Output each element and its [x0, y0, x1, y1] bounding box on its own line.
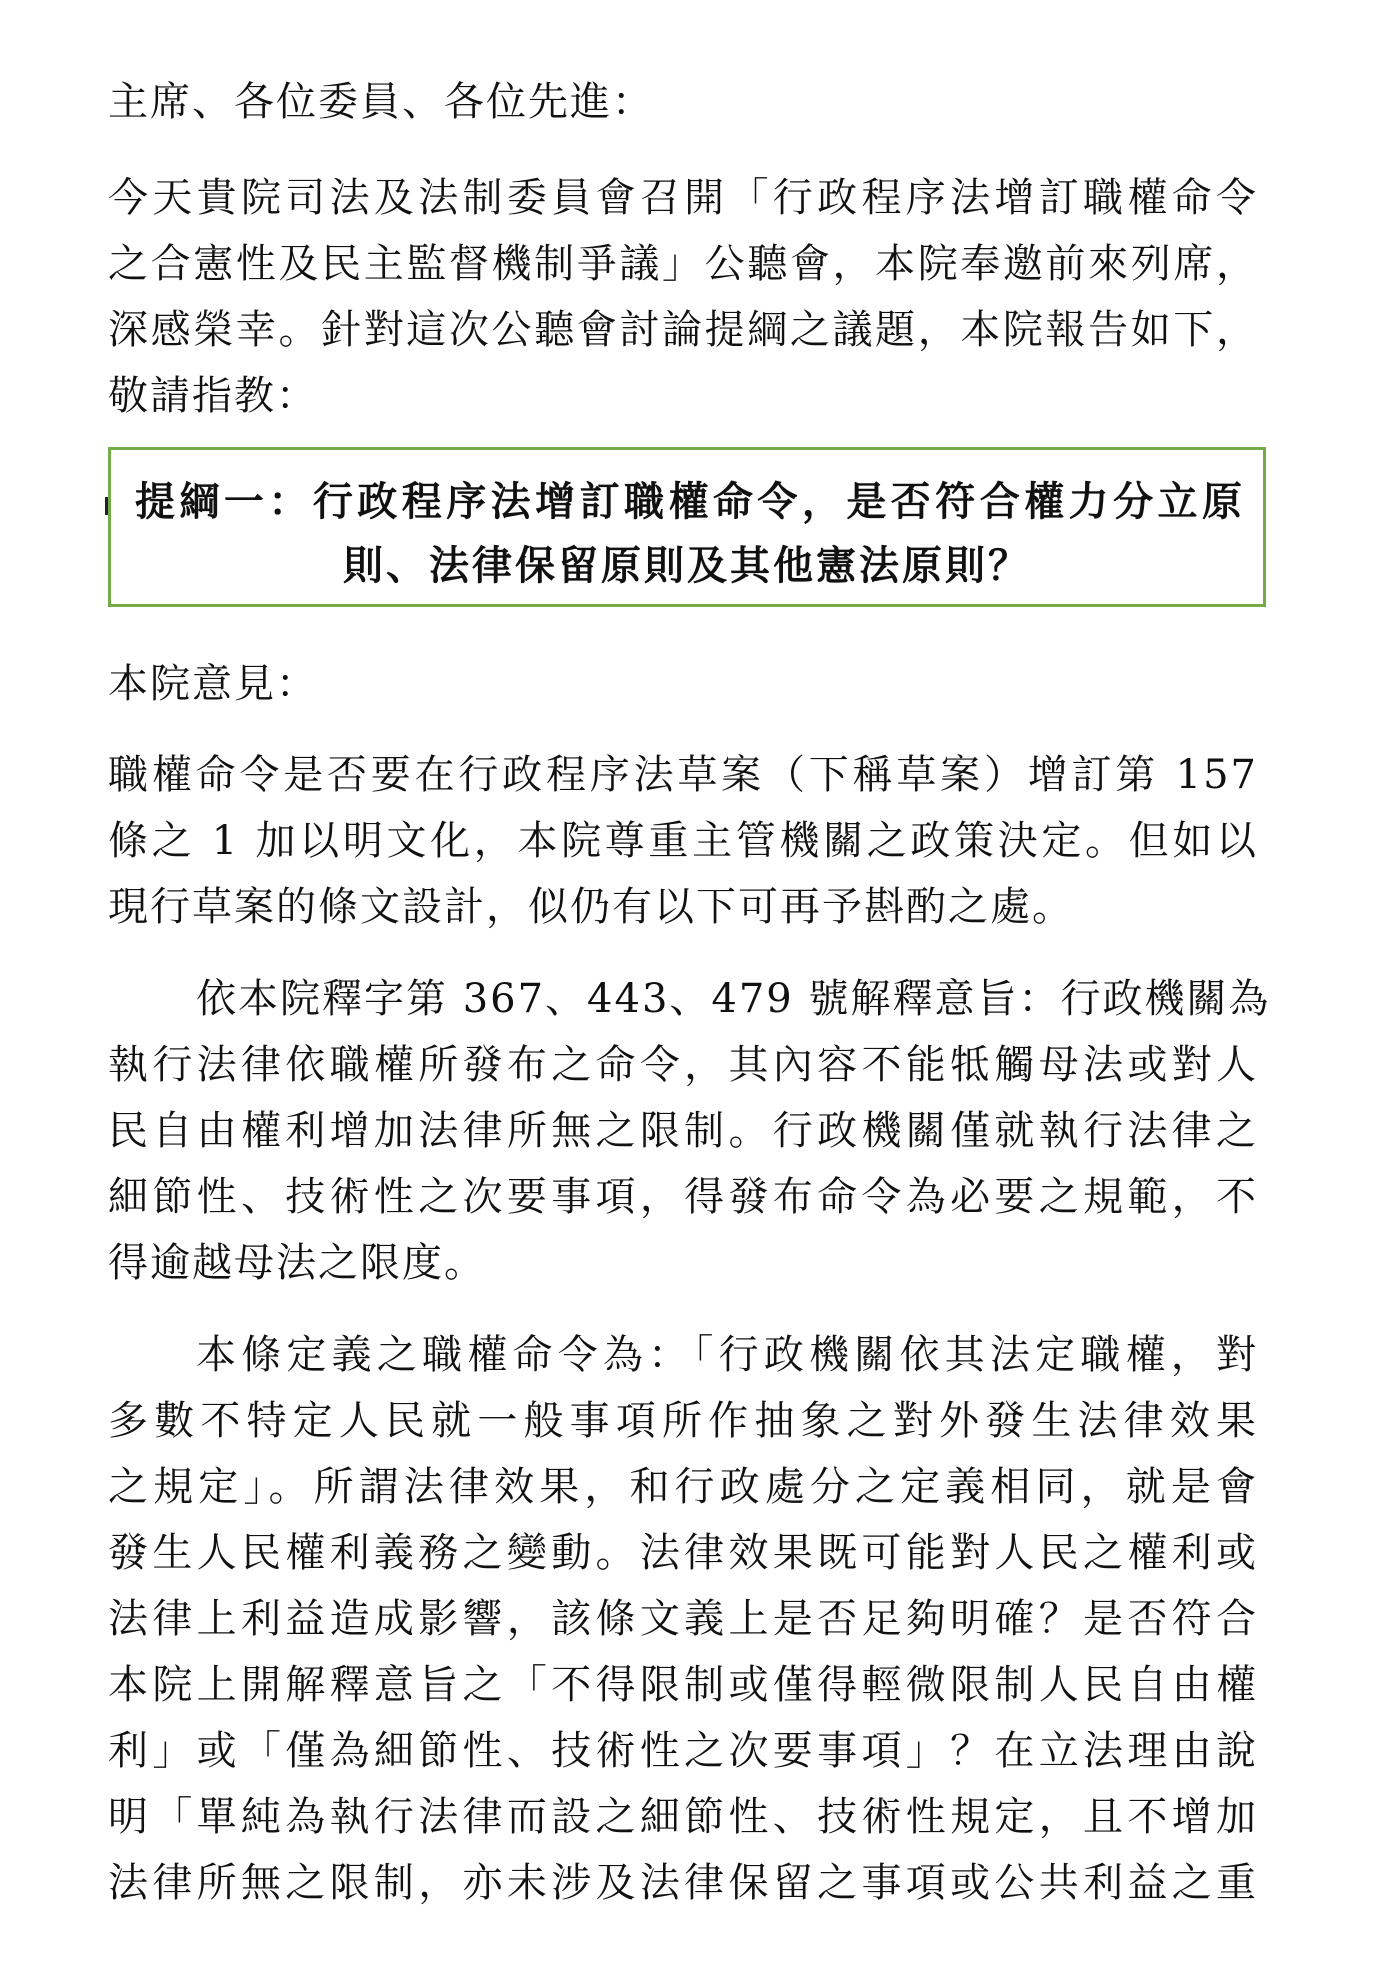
paragraph-line: 本條定義之職權命令為：「行政機關依其法定職權，對	[196, 1332, 1258, 1378]
paragraph-line: 發生人民權利義務之變動。法律效果既可能對人民之權利或	[108, 1530, 1258, 1576]
paragraph-line: 利」或「僅為細節性、技術性之次要事項」？在立法理由說	[108, 1728, 1258, 1774]
paragraph-line: 明「單純為執行法律而設之細節性、技術性規定，且不增加	[108, 1794, 1258, 1840]
greeting-line: 主席、各位委員、各位先進：	[108, 79, 654, 125]
paragraph-line: 細節性、技術性之次要事項，得發布命令為必要之規範，不	[108, 1174, 1258, 1220]
outline-box	[108, 447, 1266, 607]
outline-title-line: 提綱一：行政程序法增訂職權命令，是否符合權力分立原	[135, 479, 1245, 525]
intro-line: 之合憲性及民主監督機制爭議」公聽會，本院奉邀前來列席，	[108, 241, 1258, 287]
intro-line: 敬請指教：	[108, 373, 318, 419]
outline-title-line: 則、法律保留原則及其他憲法原則？	[343, 543, 1031, 589]
intro-line: 今天貴院司法及法制委員會召開「行政程序法增訂職權命令	[108, 175, 1258, 221]
paragraph-line: 得逾越母法之限度。	[108, 1240, 486, 1286]
paragraph-line: 執行法律依職權所發布之命令，其內容不能牴觸母法或對人	[108, 1042, 1258, 1088]
paragraph-line: 法律所無之限制，亦未涉及法律保留之事項或公共利益之重	[108, 1860, 1258, 1906]
paragraph-line: 本院上開解釋意旨之「不得限制或僅得輕微限制人民自由權	[108, 1662, 1258, 1708]
paragraph-line: 多數不特定人民就一般事項所作抽象之對外發生法律效果	[108, 1398, 1258, 1444]
opinion-heading: 本院意見：	[108, 661, 318, 707]
paragraph-line: 法律上利益造成影響，該條文義上是否足夠明確？是否符合	[108, 1596, 1258, 1642]
paragraph-line: 現行草案的條文設計，似仍有以下可再予斟酌之處。	[108, 884, 1074, 930]
paragraph-line: 職權命令是否要在行政程序法草案（下稱草案）增訂第 157	[108, 752, 1258, 798]
paragraph-line: 之規定」。所謂法律效果，和行政處分之定義相同，就是會	[108, 1464, 1258, 1510]
intro-line: 深感榮幸。針對這次公聽會討論提綱之議題，本院報告如下，	[108, 307, 1258, 353]
paragraph-line: 民自由權利增加法律所無之限制。行政機關僅就執行法律之	[108, 1108, 1258, 1154]
paragraph-line: 依本院釋字第 367、443、479 號解釋意旨：行政機關為	[196, 976, 1271, 1022]
paragraph-line: 條之 1 加以明文化，本院尊重主管機關之政策決定。但如以	[108, 818, 1258, 864]
